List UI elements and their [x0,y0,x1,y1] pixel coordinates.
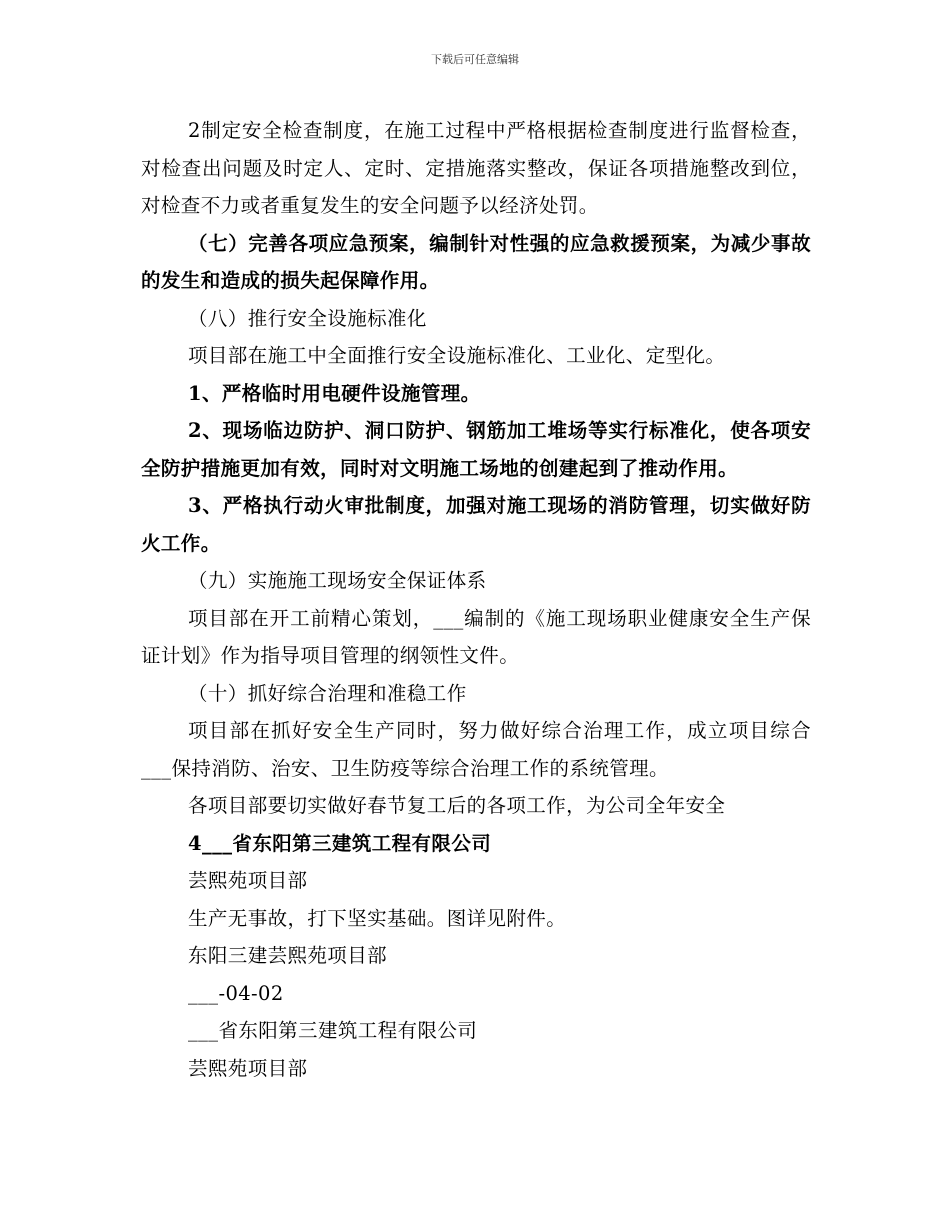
paragraph-no-accidents: 生产无事故，打下坚实基础。图详见附件。 [188,906,567,930]
paragraph-safety-plan: 项目部在开工前精心策划，___编制的《施工现场职业健康安全生产保证计划》作为指导项目管理的纲领性文件。 [141,606,811,667]
paragraph-resumption: 各项目部要切实做好春节复工后的各项工作，为公司全年安全 [188,794,726,817]
document-body [141,112,811,1087]
heading-comprehensive-governance: （十）抓好综合治理和准稳工作 [188,681,467,705]
paragraph-standardization: 项目部在施工中全面推行安全设施标准化、工业化、定型化。 [188,344,726,367]
item-edge-protection: 2、现场临边防护、洞口防护、钢筋加工堆场等实行标准化，使各项安全防护措施更加有效，同时对文明施工场地的创建起到了推动作用。 [141,419,811,480]
project-department-1: 芸熙苑项目部 [188,869,308,892]
company-name-bold: 4___省东阳第三建筑工程有限公司 [188,831,492,855]
item-temporary-power: 1、严格临时用电硬件设施管理。 [188,381,481,405]
item-fire-approval: 3、严格执行动火审批制度，加强对施工现场的消防管理，切实做好防火工作。 [141,494,811,555]
heading-facility-standardization: （八）推行安全设施标准化 [188,306,427,330]
paragraph-governance: 项目部在抓好安全生产同时，努力做好综合治理工作，成立项目综合___保持消防、治安、卫生防疫等综合治理工作的系统管理。 [141,719,811,780]
signature-department: 东阳三建芸熙苑项目部 [188,944,388,967]
heading-safety-assurance: （九）实施施工现场安全保证体系 [188,569,487,592]
paragraph-emergency-plan: （七）完善各项应急预案，编制针对性强的应急救援预案，为减少事故的发生和造成的损失起保障作用。 [141,231,811,292]
page-header: 下载后可任意编辑 [431,53,519,66]
signature-date: ___-04-02 [188,981,284,1005]
paragraph-inspection-system: 2制定安全检查制度，在施工过程中严格根据检查制度进行监督检查，对检查出问题及时定人、定时、定措施落实整改，保证各项措施整改到位，对检查不力或者重复发生的安全问题予以经济处罚。 [141,119,811,217]
signature-company: ___省东阳第三建筑工程有限公司 [188,1019,478,1042]
project-department-2: 芸熙苑项目部 [188,1056,308,1080]
